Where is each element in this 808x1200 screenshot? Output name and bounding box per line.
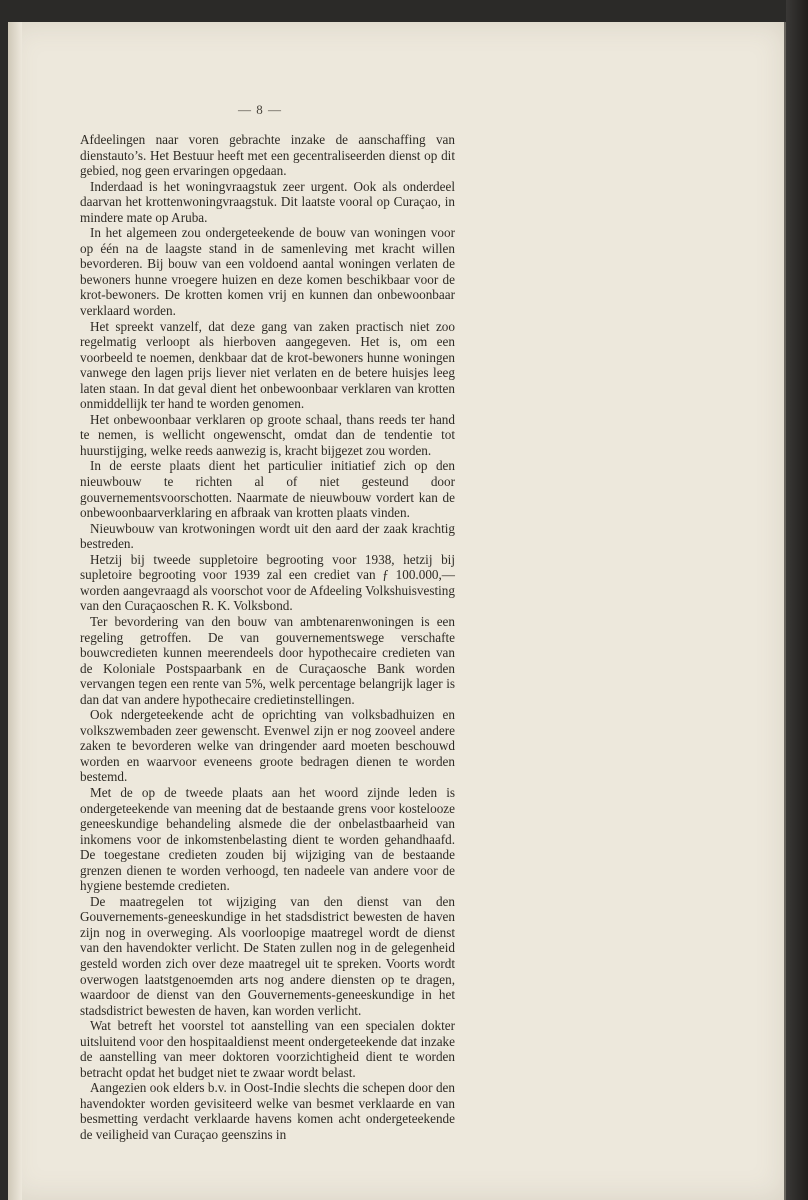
paragraph: Het onbewoonbaar verklaren op groote schaal, thans reeds ter hand te nemen, is wellicht ongewenscht, omdat dan de tendentie tot huurstijging, welke reeds aanwezig is, kracht bijgezet zou worden. [80, 411, 455, 458]
body-text [80, 132, 455, 1143]
paragraph: In het algemeen zou ondergeteekende de bouw van woningen voor op één na de laagste stand in de samenleving met kracht willen bevorderen. Bij bouw van een voldoend aantal woningen verlaten de bewoners hunne vroegere huizen en deze komen beschikbaar voor de krot-bewoners. De krotten komen vrij en kunnen dan onbewoonbaar verklaard worden. [80, 225, 455, 319]
page-left-shadow [8, 22, 22, 1200]
paragraph: Aangezien ook elders b.v. in Oost-Indie slechts die schepen door den havendokter worden gevisiteerd welke van besmet verklaarde en van besmetting verdacht verklaarde havens komen acht ondergeteekende de veiligheid van Curaçao geenszins in [80, 1080, 455, 1142]
paragraph: Wat betreft het voorstel tot aanstelling van een specialen dokter uitsluitend voor den hospitaaldienst meent ondergeteekende dat inzake de aanstelling van meer doktoren voorzichtigheid dient te worden betracht opdat het budget niet te zwaar wordt belast. [80, 1018, 455, 1080]
paragraph: Het spreekt vanzelf, dat deze gang van zaken practisch niet zoo regelmatig verloopt als hierboven aangegeven. Het is, om een voorbeeld te noemen, denkbaar dat de krot-bewoners hunne woningen vanwege den lagen prijs liever niet verlaten en de betere huisjes leeg laten staan. In dat geval dient het onbewoonbaar verklaren van krotten onmiddellijk ter hand te worden genomen. [80, 318, 455, 412]
paragraph: Afdeelingen naar voren gebrachte inzake de aanschaffing van dienstauto’s. Het Bestuur heeft met een gecentraliseerden dienst op dit gebied, nog geen ervaringen opgedaan. [80, 132, 455, 179]
paragraph: Inderdaad is het woningvraagstuk zeer urgent. Ook als onderdeel daarvan het krottenwoningvraagstuk. Dit laatste vooral op Curaçao, in mindere mate op Aruba. [80, 178, 455, 225]
paragraph: De maatregelen tot wijziging van den dienst van den Gouvernements-geneeskundige in het stadsdistrict bewesten de haven zijn nog in overweging. Als voorloopige maatregel wordt de dienst van den havendokter verlicht. De Staten zullen nog in de gelegenheid gesteld worden zich over deze maatregel uit te spreken. Voorts wordt overwogen laatstgenoemden arts nog andere diensten op te dragen, waardoor de dienst van den Gouvernements-geneeskundige in het stadsdistrict bewesten de haven, kan worden verlicht. [80, 893, 455, 1018]
binding-strip [786, 0, 808, 1200]
paragraph: Ook ndergeteekende acht de oprichting van volksbadhuizen en volkszwembaden zeer gewenscht. Evenwel zijn er nog zooveel andere zaken te bevorderen welke van dringender aard moeten beschouwd worden en waarvoor eveneens groote bedragen dienen te worden bestemd. [80, 707, 455, 785]
paragraph: Hetzij bij tweede suppletoire begrooting voor 1938, hetzij bij supletoire begrooting voor 1939 zal een crediet van ƒ 100.000,— worden aangevraagd als voorschot voor de Afdeeling Volkshuisvesting van den Curaçaoschen R. K. Volksbond. [80, 551, 455, 614]
paragraph: Ter bevordering van den bouw van ambtenarenwoningen is een regeling getroffen. De van gouvernementswege verschafte bouwcredieten kunnen meerendeels door hypothecaire credieten van de Koloniale Postspaarbank en de Curaçaosche Bank worden vervangen tegen een rente van 5%, welk percentage belangrijk lager is dan dat van andere hypothecaire credietinstellingen. [80, 613, 455, 707]
paragraph: Nieuwbouw van krotwoningen wordt uit den aard der zaak krachtig bestreden. [80, 520, 455, 552]
page-number: — 8 — [238, 102, 282, 117]
paragraph: Met de op de tweede plaats aan het woord zijnde leden is ondergeteekende van meening dat de bestaande grens voor kostelooze geneeskundige behandeling alsmede die der onbelastbaarheid van inkomens voor de inkomstenbelasting dient te worden gehandhaafd. De toegestane credieten zouden bij wijziging van de bestaande grenzen dienen te worden verhoogd, ten nadeele van andere voor de hygiene bestemde credieten. [80, 784, 455, 894]
paragraph: In de eerste plaats dient het particulier initiatief zich op den nieuwbouw te richten al of niet gesteund door gouvernementsvoorschotten. Naarmate de nieuwbouw vordert kan de onbewoonbaarverklaring en afbraak van krotten plaats vinden. [80, 458, 455, 521]
